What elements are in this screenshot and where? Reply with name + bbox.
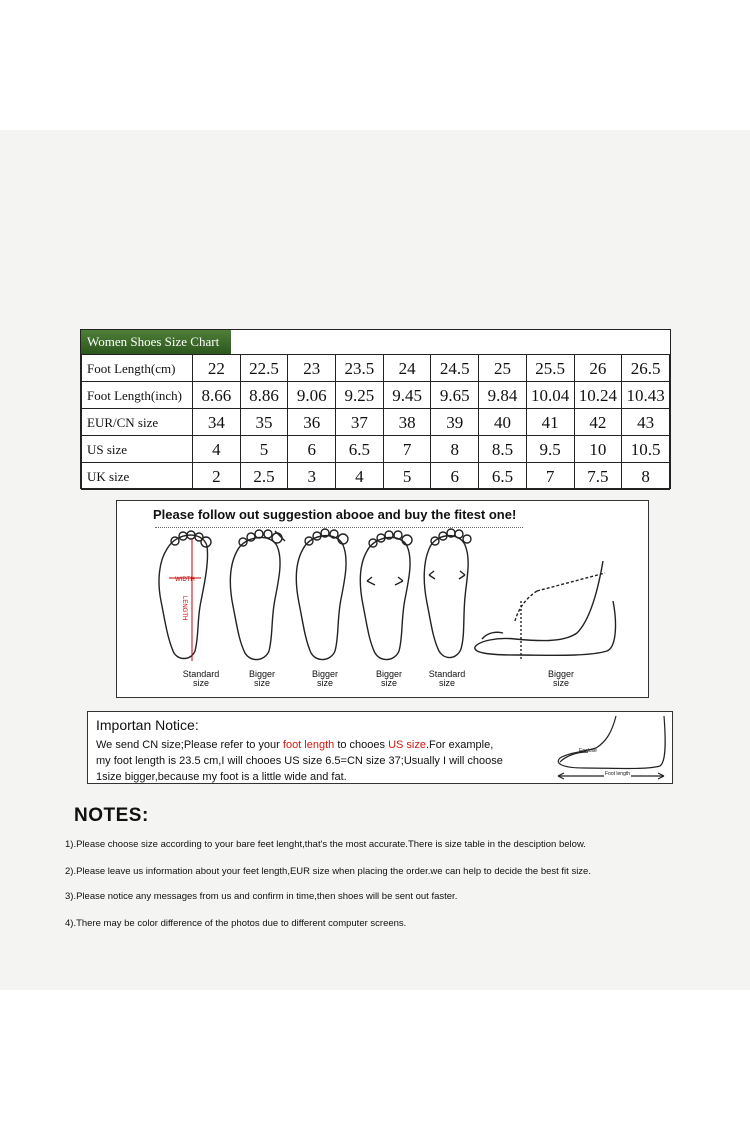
enclose-label: Enclose [579,748,597,754]
row-label: EUR/CN size [82,409,193,436]
table-cell: 7.5 [574,463,622,490]
table-cell: 5 [240,436,288,463]
table-cell: 9.25 [336,382,384,409]
notice-line-3: 1size bigger,because my foot is a little wide and fat. [96,771,347,783]
length-label: LENGTH [181,596,187,621]
table-cell: 9.84 [479,382,527,409]
size-table [81,354,670,490]
table-cell: 7 [526,463,574,490]
table-cell: 8 [431,436,479,463]
table-cell: 9.5 [526,436,574,463]
table-cell: 38 [383,409,431,436]
note-item: 1).Please choose size according to your bare feet lenght,that's the most accurate.There is size table in the desciption below. [65,839,586,850]
foot-caption-2: Bigger size [248,669,275,688]
foot-outline-icon-4 [360,531,412,660]
table-row [82,382,670,409]
table-cell: 8 [622,463,670,490]
table-cell: 3 [288,463,336,490]
chart-title: Women Shoes Size Chart [81,330,231,354]
foot-caption-4: Bigger size [375,669,402,688]
table-cell: 23.5 [336,355,384,382]
table-cell: 10 [574,436,622,463]
table-row [82,436,670,463]
table-cell: 6 [288,436,336,463]
table-cell: 9.45 [383,382,431,409]
table-cell: 22 [193,355,241,382]
notice-text [96,737,536,785]
table-cell: 42 [574,409,622,436]
foot-caption-6: Bigger size [547,669,574,688]
foot-caption-1: Standard size [182,669,220,688]
table-cell: 10.43 [622,382,670,409]
table-cell: 5 [383,463,431,490]
note-item: 3).Please notice any messages from us and confirm in time,then shoes will be sent out faster. [65,891,458,902]
foot-length-label: Foot length [605,771,631,777]
notice-line-2: my foot length is 23.5 cm,I will chooes US size 6.5=CN size 37;Usually I will choose [96,755,503,767]
table-cell: 9.65 [431,382,479,409]
table-cell: 41 [526,409,574,436]
table-cell: 35 [240,409,288,436]
notice-title: Importan Notice: [96,717,199,733]
foot-length-highlight: foot length [282,739,335,751]
notice-line-1: We send CN size;Please refer to your foot length to chooes US size.For example, [96,739,494,751]
table-cell: 34 [193,409,241,436]
table-cell: 8.86 [240,382,288,409]
side-foot-icon [475,561,616,661]
feet-guide [116,500,649,698]
table-cell: 25 [479,355,527,382]
table-cell: 10.24 [574,382,622,409]
table-cell: 25.5 [526,355,574,382]
foot-outline-icon-5 [424,529,471,658]
table-row [82,463,670,490]
table-cell: 43 [622,409,670,436]
note-item: 4).There may be color difference of the photos due to different computer screens. [65,918,407,929]
table-cell: 23 [288,355,336,382]
table-cell: 10.5 [622,436,670,463]
notice-box [87,711,673,784]
notes-title: NOTES: [74,805,149,826]
table-cell: 7 [383,436,431,463]
feet-guide-heading: Please follow out suggestion abooe and buy the fitest one! [153,507,517,522]
table-cell: 4 [336,463,384,490]
table-cell: 6 [431,463,479,490]
table-cell: 2 [193,463,241,490]
table-cell: 6.5 [479,463,527,490]
row-label: Foot Length(inch) [82,382,193,409]
foot-outline-icon-2 [230,530,285,660]
width-label: WIDTH [175,577,195,583]
table-row [82,355,670,382]
table-cell: 10.04 [526,382,574,409]
table-cell: 22.5 [240,355,288,382]
table-cell: 9.06 [288,382,336,409]
us-size-highlight: US size [388,739,426,751]
table-cell: 24 [383,355,431,382]
table-cell: 6.5 [336,436,384,463]
table-cell: 8.66 [193,382,241,409]
table-cell: 26.5 [622,355,670,382]
foot-outline-icon-3 [296,529,348,660]
table-cell: 4 [193,436,241,463]
table-cell: 37 [336,409,384,436]
table-cell: 40 [479,409,527,436]
table-cell: 24.5 [431,355,479,382]
table-cell: 36 [288,409,336,436]
foot-caption-3: Bigger size [311,669,338,688]
table-cell: 26 [574,355,622,382]
table-cell: 2.5 [240,463,288,490]
row-label: UK size [82,463,193,490]
table-row [82,409,670,436]
note-item: 2).Please leave us information about your feet length,EUR size when placing the order.we can help to decide the best fit size. [65,866,591,877]
foot-caption-5: Standard size [428,669,466,688]
row-label: Foot Length(cm) [82,355,193,382]
size-chart [80,329,671,489]
table-cell: 39 [431,409,479,436]
table-cell: 8.5 [479,436,527,463]
row-label: US size [82,436,193,463]
